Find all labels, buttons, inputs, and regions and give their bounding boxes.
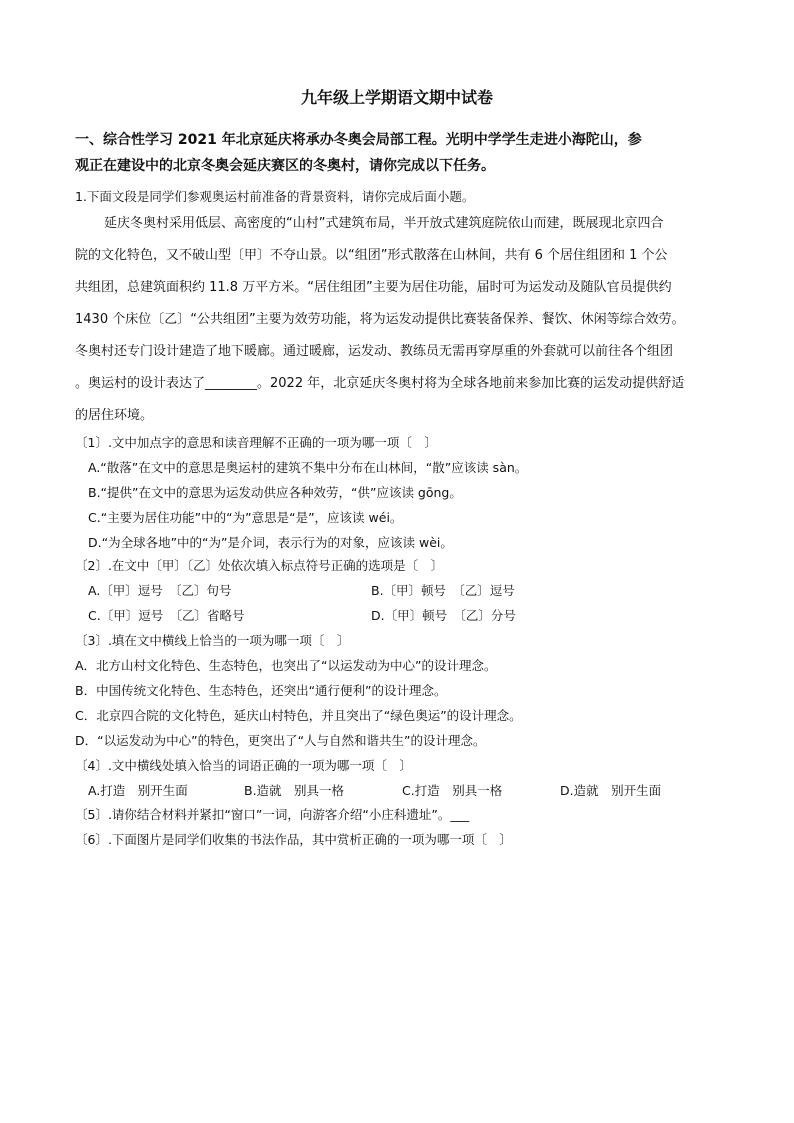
question-4-stem: 〔4〕.文中横线处填入恰当的词语正确的一项为哪一项〔 〕 [75,758,412,773]
passage-line: 延庆冬奥村采用低层、高密度的“山村”式建筑布局，半开放式建筑庭院依山而建，既展现北京四合 [104,216,664,231]
question-1-stem: 〔1〕.文中加点字的意思和读音理解不正确的一项为哪一项〔 〕 [75,435,437,450]
option-b: B．中国传统文化特色、生态特色，还突出“通行便利”的设计理念。 [75,683,447,698]
option-c: C.〔甲〕逗号 〔乙〕省略号 [88,608,245,623]
question-2-stem: 〔2〕.在文中〔甲〕〔乙〕处依次填入标点符号正确的选项是〔 〕 [75,558,444,573]
option-b: B.“提供”在文中的意思为运发动供应各种效劳，“供”应该读 gōng。 [88,485,462,500]
page-title: 九年级上学期语文期中试卷 [300,88,493,107]
option-c: C.打造 别具一格 [402,783,503,798]
option-a: A．北方山村文化特色、生态特色，也突出了“以运发动为中心”的设计理念。 [75,658,497,673]
option-a: A.“散落”在文中的意思是奥运村的建筑不集中分布在山林间，“散”应该读 sàn。 [88,460,528,475]
option-b: B.〔甲〕顿号 〔乙〕逗号 [371,583,515,598]
passage-line: 的居住环境。 [75,408,154,423]
passage-line: 冬奥村还专门设计建造了地下暖廊。通过暖廊，运发动、教练员无需再穿厚重的外套就可以前往各个组团 [75,344,674,359]
option-d: D.“为全球各地”中的“为”是介词，表示行为的对象，应该读 wèi。 [88,535,453,550]
option-b: B.造就 别具一格 [244,783,345,798]
passage-line: 院的文化特色，又不破山型〔甲〕不夺山景。以“组团”形式散落在山林间，共有 6 个居住组团和 1 个公 [75,248,668,263]
option-d: D.〔甲〕顿号 〔乙〕分号 [371,608,516,623]
option-d: D.造就 别开生面 [560,783,662,798]
option-d: D．“以运发动为中心”的特色，更突出了“人与自然和谐共生”的设计理念。 [75,733,486,748]
option-a: A.打造 别开生面 [88,783,188,798]
passage-line: 。奥运村的设计表达了________。2022 年，北京延庆冬奥村将为全球各地前来参加比赛的运发动提供舒适 [75,376,685,391]
passage-line: 1430 个床位〔乙〕“公共组团”主要为效劳功能，将为运发动提供比赛装备保养、餐饮、休闲等综合效劳。 [75,312,685,327]
option-c: C.“主要为居住功能”中的“为”意思是“是”，应该读 wéi。 [88,510,403,525]
question-6-stem: 〔6〕.下面图片是同学们收集的书法作品，其中赏析正确的一项为哪一项〔 〕 [75,832,512,847]
option-c: C．北京四合院的文化特色，延庆山村特色，并且突出了“绿色奥运”的设计理念。 [75,708,522,723]
question-3-stem: 〔3〕.填在文中横线上恰当的一项为哪一项〔 〕 [75,633,350,648]
option-a: A.〔甲〕逗号 〔乙〕句号 [88,583,232,598]
question-intro: 1.下面文段是同学们参观奥运村前准备的背景资料，请你完成后面小题。 [75,189,475,204]
section-heading-line-2: 观正在建设中的北京冬奥会延庆赛区的冬奥村，请你完成以下任务。 [75,158,495,174]
passage-line: 共组团，总建筑面积约 11.8 万平方米。“居住组团”主要为居住功能，届时可为运发动及随队官员提供约 [75,280,672,295]
section-heading-line-1: 一、综合性学习 2021 年北京延庆将承办冬奥会局部工程。光明中学学生走进小海陀山，参 [75,132,642,148]
question-5-stem: 〔5〕.请你结合材料并紧扣“窗口”一词，向游客介绍“小庄科遗址”。___ [75,807,470,822]
